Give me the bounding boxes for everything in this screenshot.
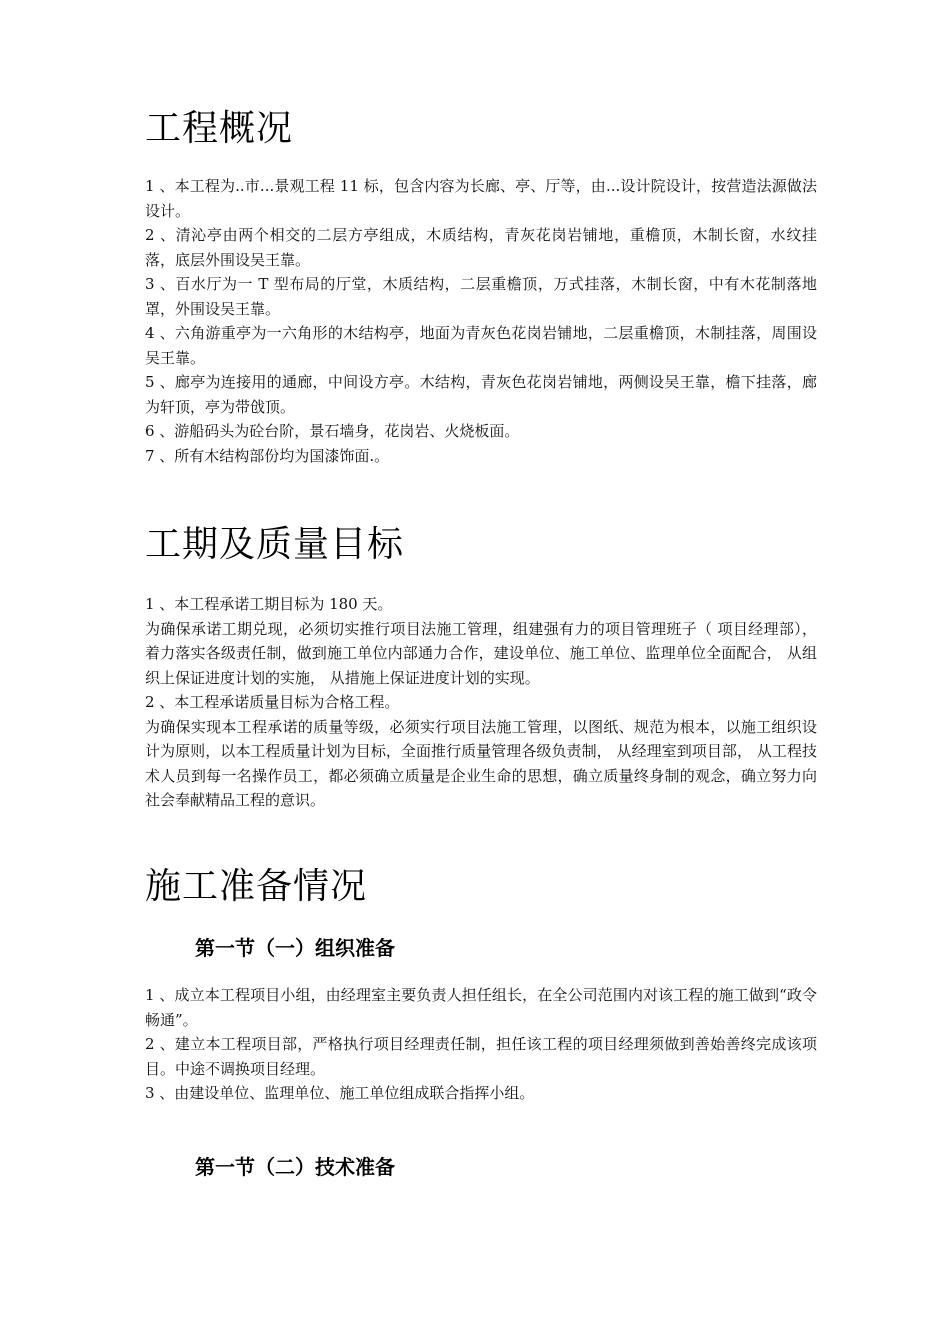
overview-paragraph-2: 2 、清沁亭由两个相交的二层方亭组成，木质结构，青灰花岗岩铺地，重檐顶，木制长窗，水纹挂落，底层外围设吴王靠。 xyxy=(145,226,817,269)
organization-paragraph-3: 3 、由建设单位、监理单位、施工单位组成联合指挥小组。 xyxy=(145,1084,535,1102)
heading-construction-preparation: 施工准备情况 xyxy=(145,866,368,907)
organization-paragraph-2: 2 、建立本工程项目部，严格执行项目经理责任制，担任该工程的项目经理须做到善始善终完成该项目。中途不调换项目经理。 xyxy=(145,1035,817,1078)
schedule-paragraph-4: 为确保实现本工程承诺的质量等级，必须实行项目法施工管理，以图纸、规范为根本，以施工组织设计为原则，以本工程质量计划为目标，全面推行质量管理各级负责制， 从经理室到项目部， 从工程技术人员到每一名操作员工，都必须确立质量是企业生命的思想，确立质量终身制的观念，确立努力向社会奉献精品工程的意识。 xyxy=(145,717,817,809)
schedule-paragraph-3: 2 、本工程承诺质量目标为合格工程。 xyxy=(145,693,400,711)
section-schedule-quality xyxy=(145,592,817,813)
section-project-overview xyxy=(145,174,817,468)
overview-paragraph-4: 4 、六角游重亭为一六角形的木结构亭，地面为青灰色花岗岩铺地，二层重檐顶，木制挂落，周围设吴王靠。 xyxy=(145,324,817,367)
overview-paragraph-6: 6 、游船码头为砼台阶，景石墙身，花岗岩、火烧板面。 xyxy=(145,422,520,440)
overview-paragraph-7: 7 、所有木结构部份均为国漆饰面.。 xyxy=(145,446,390,465)
overview-paragraph-5: 5 、廊亭为连接用的通廊，中间设方亭。木结构，青灰色花岗岩铺地，两侧设吴王靠，檐下挂落，廊为轩顶，亭为带戗顶。 xyxy=(145,373,817,416)
section-organization-preparation xyxy=(145,983,817,1106)
schedule-paragraph-1: 1 、本工程承诺工期目标为 180 天。 xyxy=(145,595,393,613)
overview-paragraph-3: 3 、百水厅为一 T 型布局的厅堂，木质结构，二层重檐顶，万式挂落，木制长窗，中有木花制落地罩，外围设吴王靠。 xyxy=(145,275,817,318)
subheading-organization-preparation: 第一节（一）组织准备 xyxy=(195,936,395,960)
organization-paragraph-1: 1 、成立本工程项目小组，由经理室主要负责人担任组长，在全公司范围内对该工程的施工做到“政令畅通”。 xyxy=(145,986,817,1029)
schedule-paragraph-2: 为确保承诺工期兑现，必须切实推行项目法施工管理，组建强有力的项目管理班子（ 项目经理部），着力落实各级责任制，做到施工单位内部通力合作，建设单位、施工单位、监理单位全面配合， 从组织上保证进度计划的实施， 从措施上保证进度计划的实现。 xyxy=(145,619,817,687)
overview-paragraph-1: 1 、本工程为..市...景观工程 11 标，包含内容为长廊、亭、厅等，由...设计院设计，按营造法源做法设计。 xyxy=(145,177,817,220)
heading-schedule-quality: 工期及质量目标 xyxy=(145,524,405,565)
heading-project-overview: 工程概况 xyxy=(145,108,294,149)
subheading-technical-preparation: 第一节（二）技术准备 xyxy=(195,1155,395,1179)
